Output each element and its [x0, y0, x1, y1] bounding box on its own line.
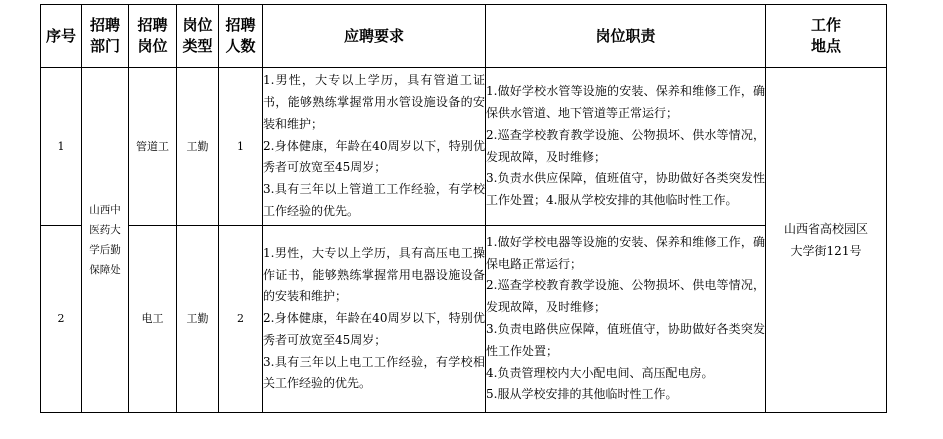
- recruitment-table: [40, 4, 887, 413]
- header-location: 工作 地点: [766, 5, 887, 68]
- table-row: [41, 226, 887, 413]
- row-post: 电工: [129, 226, 177, 413]
- header-requirements: 应聘要求: [263, 5, 486, 68]
- duty-item: 2.巡查学校教育教学设施、公物损坏、供电等情况，发现故障，及时维修；: [486, 278, 765, 315]
- row-type: 工勤: [177, 68, 219, 226]
- row-duties: [486, 68, 766, 226]
- duty-item: 1.做好学校电器等设施的安装、保养和维修工作，确保电路正常运行；: [486, 234, 765, 271]
- duty-item: 2.巡查学校教育教学设施、公物损坏、供水等情况，发现故障，及时维修；: [486, 127, 765, 164]
- header-seq: 序号: [41, 5, 82, 68]
- row-type: 工勤: [177, 226, 219, 413]
- duty-item: 5.服从学校安排的其他临时性工作。: [486, 387, 678, 402]
- requirement-item: 2.身体健康，年龄在40周岁以下，特别优秀者可放宽至45周岁；: [263, 311, 485, 347]
- requirement-item: 2.身体健康，年龄在40周岁以下，特别优秀者可放宽至45周岁；: [263, 138, 485, 175]
- header-count: 招聘 人数: [219, 5, 263, 68]
- duty-item: 1.做好学校水管等设施的安装、保养和维修工作，确保供水管道、地下管道等正常运行；: [486, 84, 765, 120]
- requirement-item: 3.具有三年以上管道工工作经验，有学校工作经验的优先。: [263, 182, 485, 218]
- row-count: 2: [219, 226, 263, 413]
- duty-item: 3.负责水供应保障，值班值守，协助做好各类突发性工作处置；4.服从学校安排的其他临时性工作。: [486, 171, 765, 208]
- department-cell: 山西中 医药大 学后勤 保障处: [82, 68, 129, 413]
- row-requirements: [263, 68, 486, 226]
- row-duties: [486, 226, 766, 413]
- duty-item: 4.负责管理校内大小配电间、高压配电房。: [486, 365, 714, 380]
- row-post: 管道工: [129, 68, 177, 226]
- location-cell: [766, 68, 887, 413]
- header-row: [41, 5, 887, 68]
- location-line: 大学街121号: [790, 244, 862, 258]
- header-duties: 岗位职责: [486, 5, 766, 68]
- row-seq: 1: [41, 68, 82, 226]
- row-count: 1: [219, 68, 263, 226]
- row-seq: 2: [41, 226, 82, 413]
- duty-item: 3.负责电路供应保障，值班值守，协助做好各类突发性工作处置；: [486, 322, 765, 358]
- requirement-item: 1.男性，大专以上学历，具有高压电工操作证书，能够熟练掌握常用电器设施设备的安装和维护；: [263, 245, 485, 304]
- location-line: 山西省高校园区: [783, 222, 868, 236]
- table-row: [41, 68, 887, 226]
- row-requirements: [263, 226, 486, 413]
- header-dept: 招聘 部门: [82, 5, 129, 68]
- requirement-item: 3.具有三年以上电工工作经验，有学校相关工作经验的优先。: [263, 354, 485, 391]
- requirement-item: 1.男性，大专以上学历，具有管道工证书，能够熟练掌握常用水管设施设备的安装和维护；: [263, 73, 485, 131]
- header-post: 招聘 岗位: [129, 5, 177, 68]
- header-type: 岗位 类型: [177, 5, 219, 68]
